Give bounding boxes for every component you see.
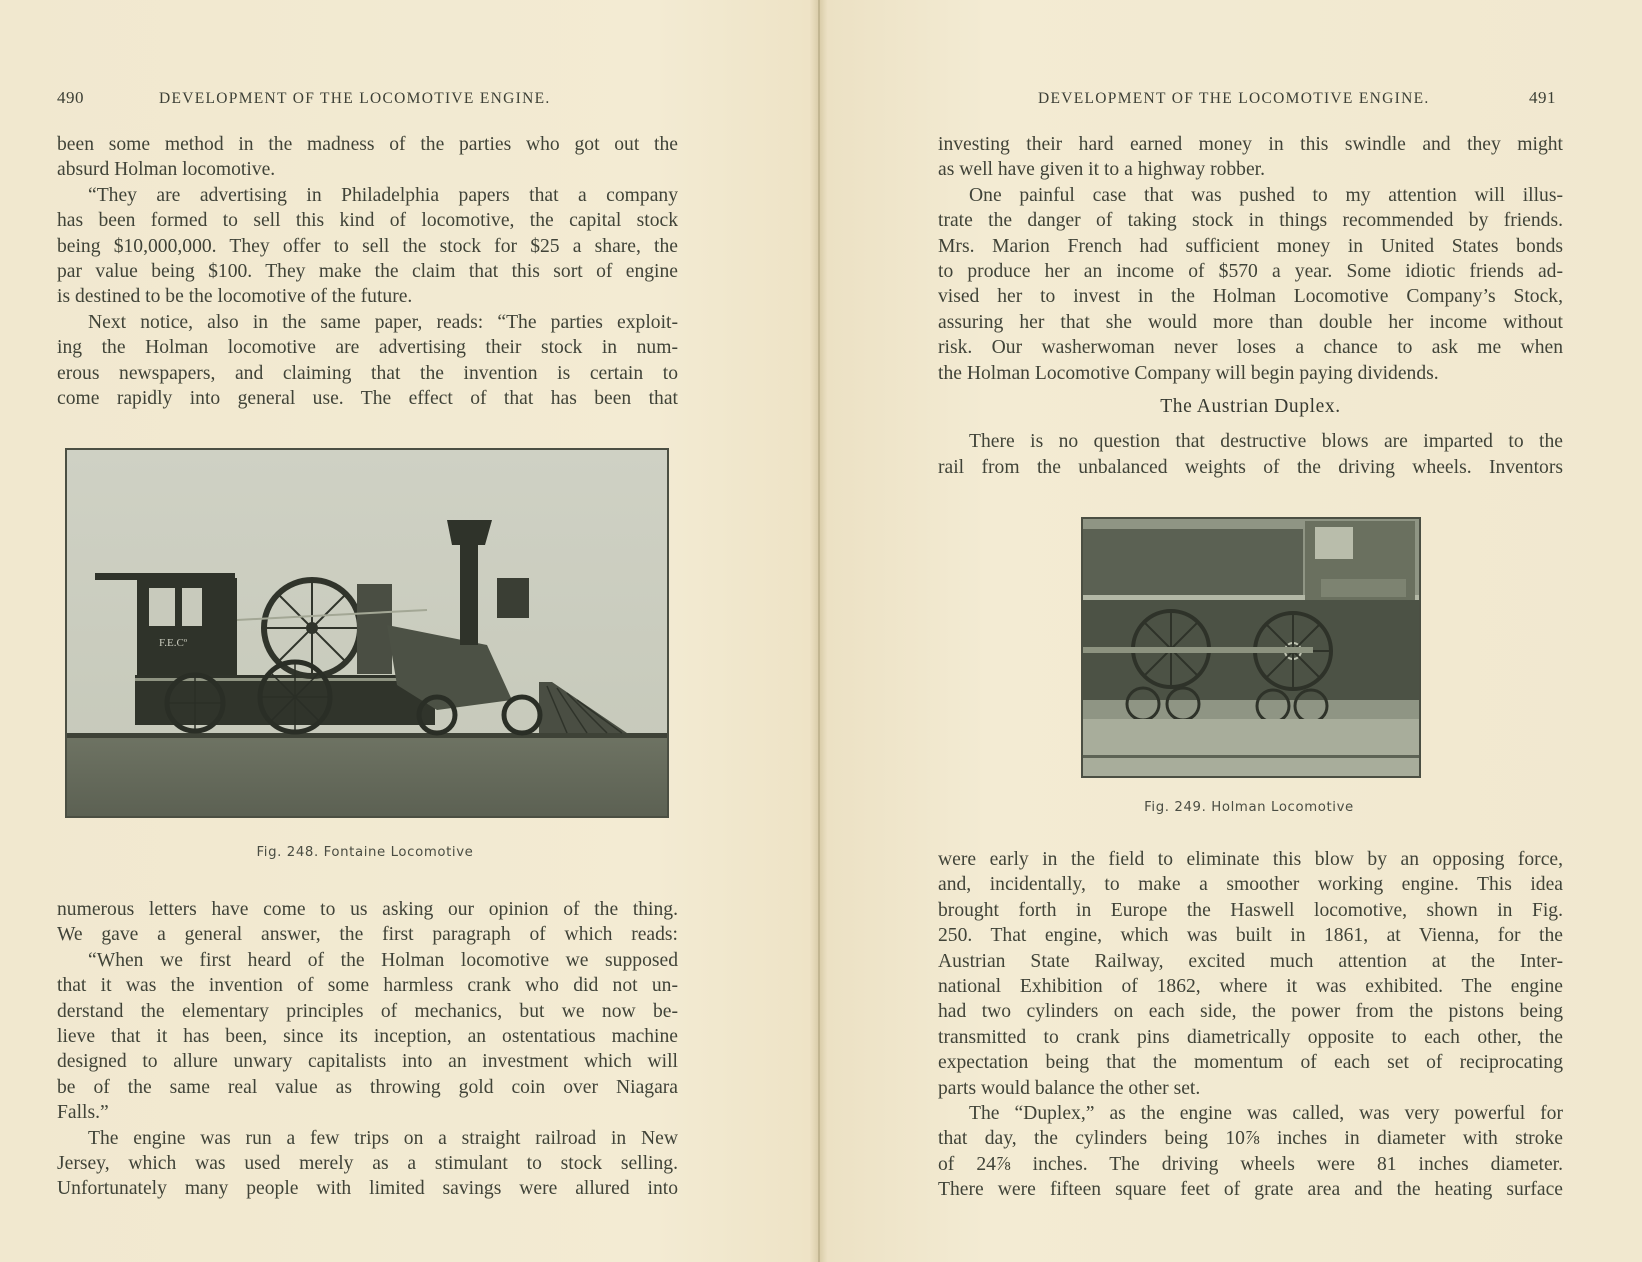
text-line: Jersey, which was used merely as a stimulant to stock selling. — [57, 1153, 678, 1175]
text-line: had two cylinders on each side, the power from the pistons being — [938, 1001, 1563, 1023]
text-line: that it was the invention of some harmless crank who did not un- — [57, 975, 678, 997]
running-head: DEVELOPMENT OF THE LOCOMOTIVE ENGINE. — [159, 90, 551, 107]
text-line: risk. Our washerwoman never loses a chance to ask me when — [938, 337, 1563, 359]
text-line: numerous letters have come to us asking our opinion of the thing. — [57, 899, 678, 920]
text-block-bottom — [57, 897, 678, 1202]
text-line: derstand the elementary principles of mechanics, but we now be- — [57, 1000, 678, 1022]
text-line: to produce her an income of $570 a year. Some idiotic friends ad- — [938, 261, 1563, 283]
text-line: be of the same real value as throwing gold coin over Niagara — [57, 1076, 678, 1098]
text-line: parts would balance the other set. — [938, 1077, 1201, 1099]
figure-248-fontaine-locomotive — [65, 448, 669, 818]
text-line: transmitted to crank pins diametrically opposite to each other, the — [938, 1026, 1563, 1048]
text-line: rail from the unbalanced weights of the driving wheels. Inventors — [938, 456, 1563, 478]
locomotive-photo — [67, 450, 667, 816]
text-line: being $10,000,000. They offer to sell the stock for $25 a share, the — [57, 235, 678, 257]
right-page — [820, 0, 1642, 1262]
text-line: lieve that it has been, since its inception, an ostentatious machine — [57, 1026, 678, 1048]
text-line: come rapidly into general use. The effect of that has been that — [57, 388, 678, 410]
text-block-top — [57, 132, 678, 411]
text-block-bottom — [938, 847, 1563, 1203]
text-line: “When we first heard of the Holman locomotive we supposed — [88, 949, 678, 971]
locomotive-photo — [1083, 519, 1419, 776]
text-line: of 24⅞ inches. The driving wheels were 81 inches diameter. — [938, 1153, 1563, 1175]
text-line: Next notice, also in the same paper, reads: “The parties exploit- — [88, 311, 678, 333]
text-line: national Exhibition of 1862, where it was exhibited. The engine — [938, 976, 1563, 998]
text-line: been some method in the madness of the parties who got out the — [57, 134, 678, 155]
text-line: trate the danger of taking stock in things recommended by friends. — [938, 210, 1563, 232]
text-line: par value being $100. They make the claim that this sort of engine — [57, 261, 678, 283]
text-line: Austrian State Railway, excited much attention at the Inter- — [938, 950, 1563, 972]
text-line: is destined to be the locomotive of the future. — [57, 286, 413, 308]
text-line: vised her to invest in the Holman Locomotive Company’s Stock, — [938, 286, 1563, 308]
left-page — [0, 0, 818, 1262]
text-block-top — [938, 132, 1563, 480]
text-line: There were fifteen square feet of grate area and the heating surface — [938, 1179, 1563, 1201]
text-line: 250. That engine, which was built in 1861, at Vienna, for the — [938, 925, 1563, 947]
figure-249-holman-locomotive — [1081, 517, 1421, 778]
text-line: erous newspapers, and claiming that the invention is certain to — [57, 362, 678, 384]
page-number: 490 — [57, 88, 84, 107]
text-line: Unfortunately many people with limited savings were allured into — [57, 1178, 678, 1200]
running-head: DEVELOPMENT OF THE LOCOMOTIVE ENGINE. — [1038, 90, 1430, 107]
text-line: that day, the cylinders being 10⅞ inches in diameter with stroke — [938, 1128, 1563, 1150]
text-line: were early in the field to eliminate this blow by an opposing force, — [938, 849, 1563, 870]
text-line: absurd Holman locomotive. — [57, 159, 276, 181]
text-line: investing their hard earned money in this swindle and they might — [938, 134, 1563, 155]
text-line: “They are advertising in Philadelphia papers that a company — [88, 184, 678, 206]
figure-caption: Fig. 248. Fontaine Locomotive — [256, 845, 474, 860]
text-line: Mrs. Marion French had sufficient money in United States bonds — [938, 235, 1563, 257]
figure-caption: Fig. 249. Holman Locomotive — [1144, 800, 1354, 815]
text-line: as well have given it to a highway robber. — [938, 159, 1266, 181]
text-line: assuring her that she would more than double her income without — [938, 311, 1563, 333]
text-line: One painful case that was pushed to my attention will illus- — [969, 184, 1563, 206]
text-line: We gave a general answer, the first paragraph of which reads: — [57, 924, 678, 946]
text-line: designed to allure unwary capitalists into an investment which will — [57, 1051, 678, 1073]
text-line: expectation being that the momentum of each set of reciprocating — [938, 1052, 1563, 1074]
text-line: Falls.” — [57, 1102, 109, 1124]
section-heading: The Austrian Duplex. — [1160, 396, 1341, 418]
page-number: 491 — [1529, 88, 1556, 107]
text-line: There is no question that destructive blows are imparted to the — [969, 431, 1563, 453]
text-line: ing the Holman locomotive are advertising their stock in num- — [57, 337, 678, 359]
text-line: has been formed to sell this kind of locomotive, the capital stock — [57, 210, 678, 232]
text-line: and, incidentally, to make a smoother working engine. This idea — [938, 874, 1563, 896]
text-line: The engine was run a few trips on a straight railroad in New — [88, 1127, 678, 1149]
text-line: brought forth in Europe the Haswell locomotive, shown in Fig. — [938, 899, 1563, 921]
cab-lettering: F.E.Cº — [159, 637, 188, 649]
text-line: the Holman Locomotive Company will begin paying dividends. — [938, 362, 1439, 384]
text-line: The “Duplex,” as the engine was called, was very powerful for — [969, 1103, 1563, 1125]
